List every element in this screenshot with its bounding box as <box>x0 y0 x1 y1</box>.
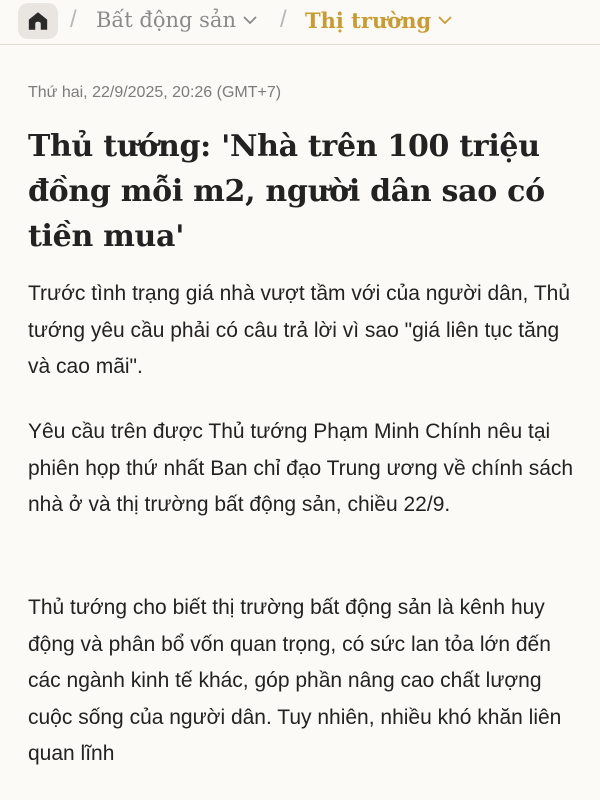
article-lead: Trước tình trạng giá nhà vượt tầm với của người dân, Thủ tướng yêu cầu phải có câu trả lời vì sao "giá liên tục tăng và cao mãi". <box>28 282 571 378</box>
article-paragraph: Thủ tướng cho biết thị trường bất động sản là kênh huy động và phân bổ vốn quan trọng, có sức lan tỏa lớn đến các ngành kinh tế khác, góp phần nâng cao chất lượng cuộc sống của người dân. Tuy nhiên, nhiều khó khăn liên quan lĩnh <box>28 596 562 765</box>
breadcrumb-separator: / <box>70 6 77 33</box>
chevron-down-icon <box>243 16 257 25</box>
home-button[interactable] <box>18 3 58 39</box>
article-date: Thứ hai, 22/9/2025, 20:26 (GMT+7) <box>28 84 282 101</box>
breadcrumb-label: Bất động sản <box>96 8 236 32</box>
chevron-down-icon <box>438 16 452 25</box>
breadcrumb-thi-truong[interactable] <box>305 8 452 33</box>
breadcrumb-separator: / <box>280 6 287 33</box>
article-title: Thủ tướng: 'Nhà trên 100 triệu đồng mỗi m2, người dân sao có tiền mua' <box>28 129 545 254</box>
article-paragraph: Yêu cầu trên được Thủ tướng Phạm Minh Chính nêu tại phiên họp thứ nhất Ban chỉ đạo Trung ương về chính sách nhà ở và thị trường bất động sản, chiều 22/9. <box>28 420 574 516</box>
breadcrumb-bat-dong-san[interactable] <box>96 8 257 32</box>
breadcrumb-label: Thị trường <box>305 8 432 33</box>
top-navigation <box>0 0 600 45</box>
home-icon <box>27 10 49 32</box>
